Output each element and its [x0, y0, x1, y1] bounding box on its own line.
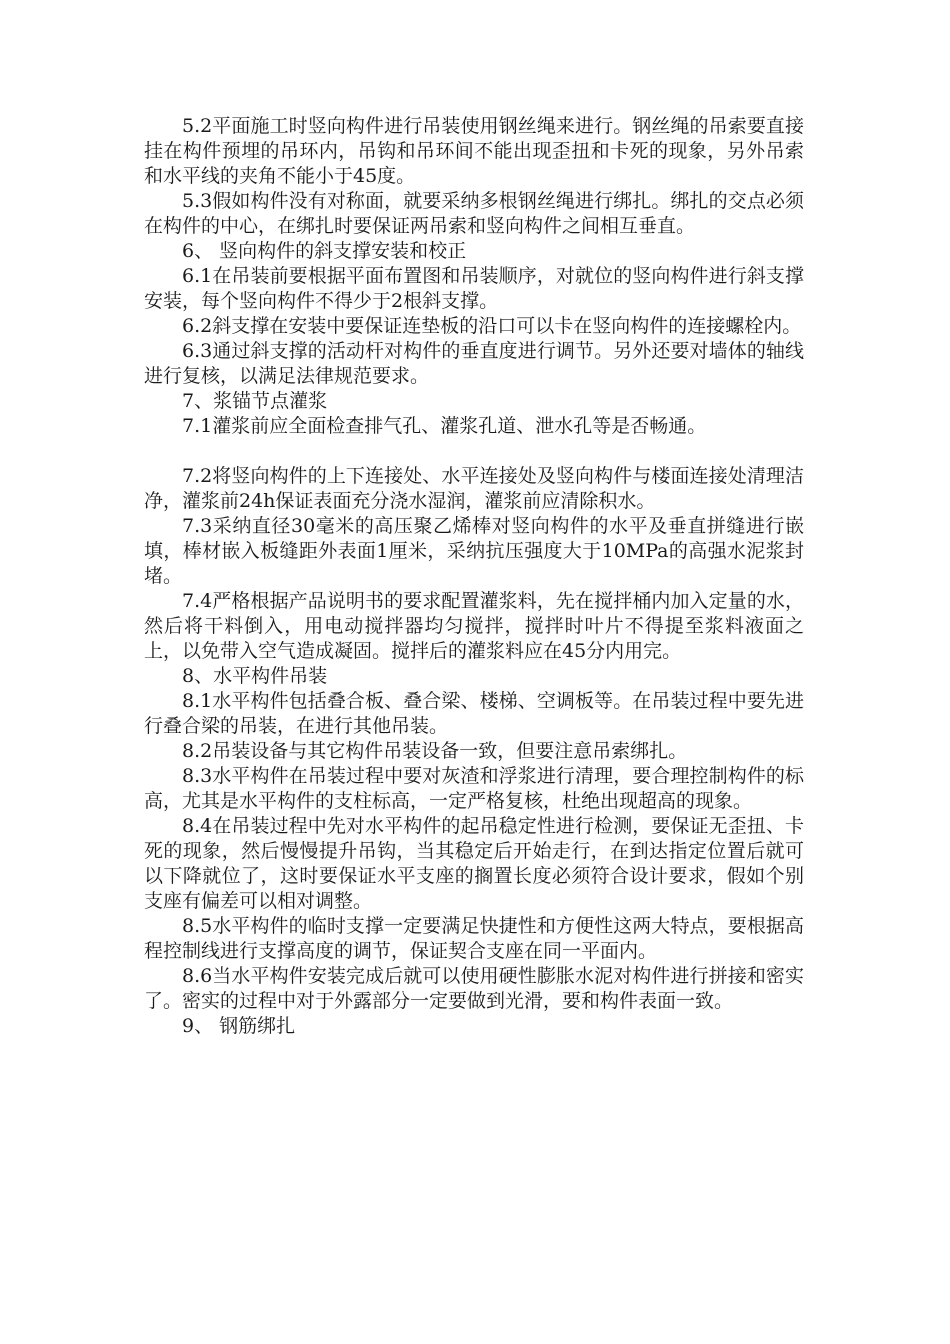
- paragraph-5-2: 5.2平面施工时竖向构件进行吊装使用钢丝绳来进行。钢丝绳的吊索要直接挂在构件预埋的吊环内，吊钩和吊环间不能出现歪扭和卡死的现象，另外吊索和水平线的夹角不能小于45度。: [144, 115, 804, 187]
- paragraph-6-1: 6.1在吊装前要根据平面布置图和吊装顺序，对就位的竖向构件进行斜支撑安装，每个竖向构件不得少于2根斜支撑。: [144, 265, 804, 312]
- blank-line: [144, 439, 804, 464]
- paragraph-8-4: 8.4在吊装过程中先对水平构件的起吊稳定性进行检测，要保证无歪扭、卡死的现象，然后慢慢提升吊钩，当其稳定后开始走行，在到达指定位置后就可以下降就位了，这时要保证水平支座的搁置长度必须符合设计要求，假如个别支座有偏差可以相对调整。: [144, 815, 804, 912]
- paragraph-6-2: 6.2斜支撑在安装中要保证连垫板的沿口可以卡在竖向构件的连接螺栓内。: [182, 315, 802, 337]
- paragraph-8-5: 8.5水平构件的临时支撑一定要满足快捷性和方便性这两大特点，要根据高程控制线进行支撑高度的调节，保证契合支座在同一平面内。: [144, 915, 804, 962]
- section-heading-8: 8、水平构件吊装: [182, 665, 328, 687]
- section-heading-6: 6、 竖向构件的斜支撑安装和校正: [182, 240, 467, 262]
- paragraph-6-3: 6.3通过斜支撑的活动杆对构件的垂直度进行调节。另外还要对墙体的轴线进行复核，以满足法律规范要求。: [144, 340, 804, 387]
- paragraph-7-1: 7.1灌浆前应全面检查排气孔、灌浆孔道、泄水孔等是否畅通。: [182, 415, 707, 437]
- section-heading-9: 9、 钢筋绑扎: [182, 1015, 296, 1037]
- document-page: [144, 114, 804, 1039]
- section-heading-7: 7、浆锚节点灌浆: [182, 390, 328, 412]
- paragraph-7-3: 7.3采纳直径30毫米的高压聚乙烯棒对竖向构件的水平及垂直拼缝进行嵌填，棒材嵌入板缝距外表面1厘米，采纳抗压强度大于10MPa的高强水泥浆封堵。: [144, 515, 804, 587]
- paragraph-5-3: 5.3假如构件没有对称面，就要采纳多根钢丝绳进行绑扎。绑扎的交点必须在构件的中心，在绑扎时要保证两吊索和竖向构件之间相互垂直。: [144, 190, 804, 237]
- paragraph-7-4: 7.4严格根据产品说明书的要求配置灌浆料，先在搅拌桶内加入定量的水，然后将干料倒入，用电动搅拌器均匀搅拌，搅拌时叶片不得提至浆料液面之上，以免带入空气造成凝固。搅拌后的灌浆料应在45分内用完。: [144, 590, 804, 662]
- paragraph-8-2: 8.2吊装设备与其它构件吊装设备一致，但要注意吊索绑扎。: [182, 740, 688, 762]
- paragraph-8-6: 8.6当水平构件安装完成后就可以使用硬性膨胀水泥对构件进行拼接和密实了。密实的过程中对于外露部分一定要做到光滑，要和构件表面一致。: [144, 965, 804, 1012]
- paragraph-8-1: 8.1水平构件包括叠合板、叠合梁、楼梯、空调板等。在吊装过程中要先进行叠合梁的吊装，在进行其他吊装。: [144, 690, 804, 737]
- paragraph-8-3: 8.3水平构件在吊装过程中要对灰渣和浮浆进行清理，要合理控制构件的标高，尤其是水平构件的支柱标高，一定严格复核，杜绝出现超高的现象。: [144, 765, 804, 812]
- paragraph-7-2: 7.2将竖向构件的上下连接处、水平连接处及竖向构件与楼面连接处清理洁净，灌浆前24h保证表面充分浇水湿润，灌浆前应清除积水。: [144, 465, 804, 512]
